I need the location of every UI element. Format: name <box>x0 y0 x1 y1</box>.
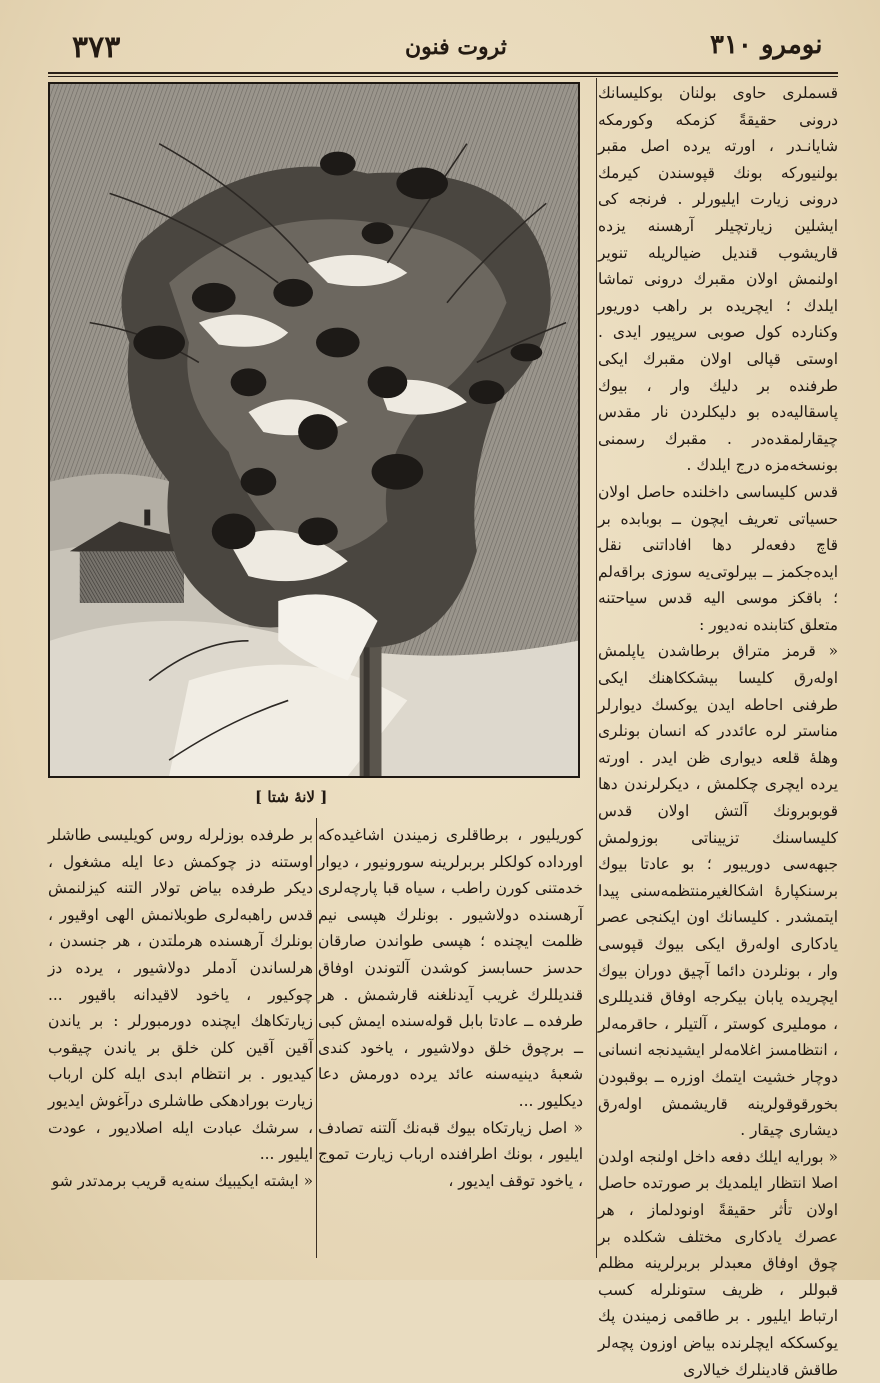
winter-birds-engraving <box>50 84 578 776</box>
paragraph: « اصل زيارتكاه بيوك قبه‌نك آلتنه تصادف ايليور ، بونك اطرافنده ارباب زيارت تموج ، ياخود توقف ايديور ، <box>318 1118 583 1190</box>
paragraph: « بورايه ايلك دفعه داخل اولنجه اولدن اصلا انتظار ايلمديك بر صورتده حاصل اولان تأثر حقيقةً اونودلماز ، هر عصرك يادكاری مختلف شكلده بر چوق اوفاق معبدلر بربرلرينه مظلم قبوللر ، ظريف ستونلرله كسب ارتباط ايليور . بر طاقمی زميندن پك يوكسككه ايچلرنده بياض اوزون پچه‌لر طاقش قادينلرك خيالاری <box>598 1147 838 1379</box>
paragraph: « قرمز متراق برطاشدن ياپلمش اوله‌رق كليسا بيشككاهنك ايكی طرفنی احاطه ايدن يوكسك ديوارلر مناستر لره عائددر كه انسان بونلری وهلهٔ قلعه ديواری ظن ايدر . اورته يرده ايچری چكلمش ، ديكرلرندن دها قوبوبرونك آلتش اولان قدس كليساسنك تزييناتی بوزولمش جبهه‌سی دوريبور ؛ بو عادتا بيوك برسنكپارهٔ اشكالغيرمنتظمه‌سنی پيدا ايتمشدر . كليسانك اون ايكنجی عصر يادكاری اوله‌رق ايكی بيوك قپوسی وار ، بونلردن دائما آچيق دوران بيوك ايچريده يابان بيكرجه اوفاق قنديللری ، مومليری كوستر ، آلتيلر ، حاقرمه‌لر ، انتظامسز اغلامه‌لر ايشيدنجه انسانی دوچار خشيت ايتمك اوزره ــ بوقبودن بخورقوقولرينه قاريشمش اوله‌رق ديشاری چيقار . <box>598 642 838 1140</box>
paragraph: قسملری حاوی بولنان بوكليسانك درونی حقيقةً كزمكه وكورمكه شايانـدر ، اورته يرده اصل مقبر بولنيوركه بونك قپوسندن كيرمك درونی زيارت ايليورلر . فرنجه كی ايشلين زيارتچيلر آرهسنه يزده قاريشوب قنديل ضيالريله تنوير اولنمش اولان مقبرك درونی تماشا ايلدك ؛ ايچريده بر راهب دوريور وكنارده كول صوبی سرپيور ايدی . اوستی قپالی اولان مقبرك ايكی طرفنده بر دليك وار ، بيوك پاسقاليه‌ده بو دليكلردن نار مقدس چيقارلمقده‌در . مقبرك رسمنی بونسخه‌مزه درج ايلدك . <box>598 84 838 475</box>
column-divider-bottom <box>316 818 317 1258</box>
engraving-illustration <box>48 82 580 778</box>
page-number: ٣٧٣ <box>72 30 121 65</box>
figure-caption: [ لانهٔ شتا ] <box>255 788 328 806</box>
column-bottom-left <box>48 822 313 1194</box>
column-bottom-middle <box>318 822 583 1194</box>
column-right <box>598 80 838 1383</box>
paragraph: « ايشته ايكيبيك سنه‌يه قريب برمدتدر شو <box>51 1171 313 1190</box>
header-rule-thin <box>48 76 838 77</box>
paragraph: قدس كليساسی داخلنده حاصل اولان حسياتی تعريف ايچون ــ بوبابده بر قاچ دفعه‌لر دها افاداتنی نقل ايده‌جكمز ــ بيرلوتی‌يه سوزی براقه‌لم ؛ باقكز موسی اليه قدس سياحتنه متعلق كتابنده نه‌ديور : <box>598 482 838 634</box>
publication-title: ثروت فنون <box>405 34 507 60</box>
column-divider <box>596 78 597 1258</box>
header-rule <box>48 72 838 74</box>
paragraph: كوريليور ، برطاقلری زميندن اشاغيده‌كه اورداده كولكلر بربرلرينه سورونيور ، ديوار خدمتنی كورن راطب ، سياه قبا پارچه‌لری آرهسنده دولاشيور . بونلرك هپسی نيم ظلمت ايچنده ؛ هپسی طواندن صارقان حدسز حسابسز كوشدن آلتوندن اوفاق قنديللرك غريب آيدنلغنه قارشمش . هر طرفده ــ عادتا بابل قوله‌سنده ايمش كبی ــ برچوق خلق دولاشيور ، ياخود كندی شعبهٔ دينيه‌سنه عائد يرده دورمش دعا ديكليور ... <box>318 826 583 1110</box>
issue-number: نومرو ٣١٠ <box>710 30 823 60</box>
paragraph: بر طرفده بوزلرله روس كويليسی طاشلر اوستنه دز چوكمش دعا ايله مشغول ، ديكر طرفده بياض تولار التنه كيزلنمش قدس راهبه‌لری طوبلانمش الهی اوقيور ، بونلرك آرهسنده هرملتدن ، هر جنسدن ، هرلساندن آدملر دولاشيور ، يرده دز چوكيور ، ياخود لاقيدانه باقيور ... زيارتكاهك ايچنده دورمبورلر : بر ياندن آقين آقين كلن خلق بر ياندن چيقوب كيديور . بر انتظام ابدی ايله كلن ارباب زيارت بورادهكی طاشلری درآغوش ايديور ، سرشك عبادت ايله اصلاديور ، عودت ايليور ... <box>48 826 313 1164</box>
